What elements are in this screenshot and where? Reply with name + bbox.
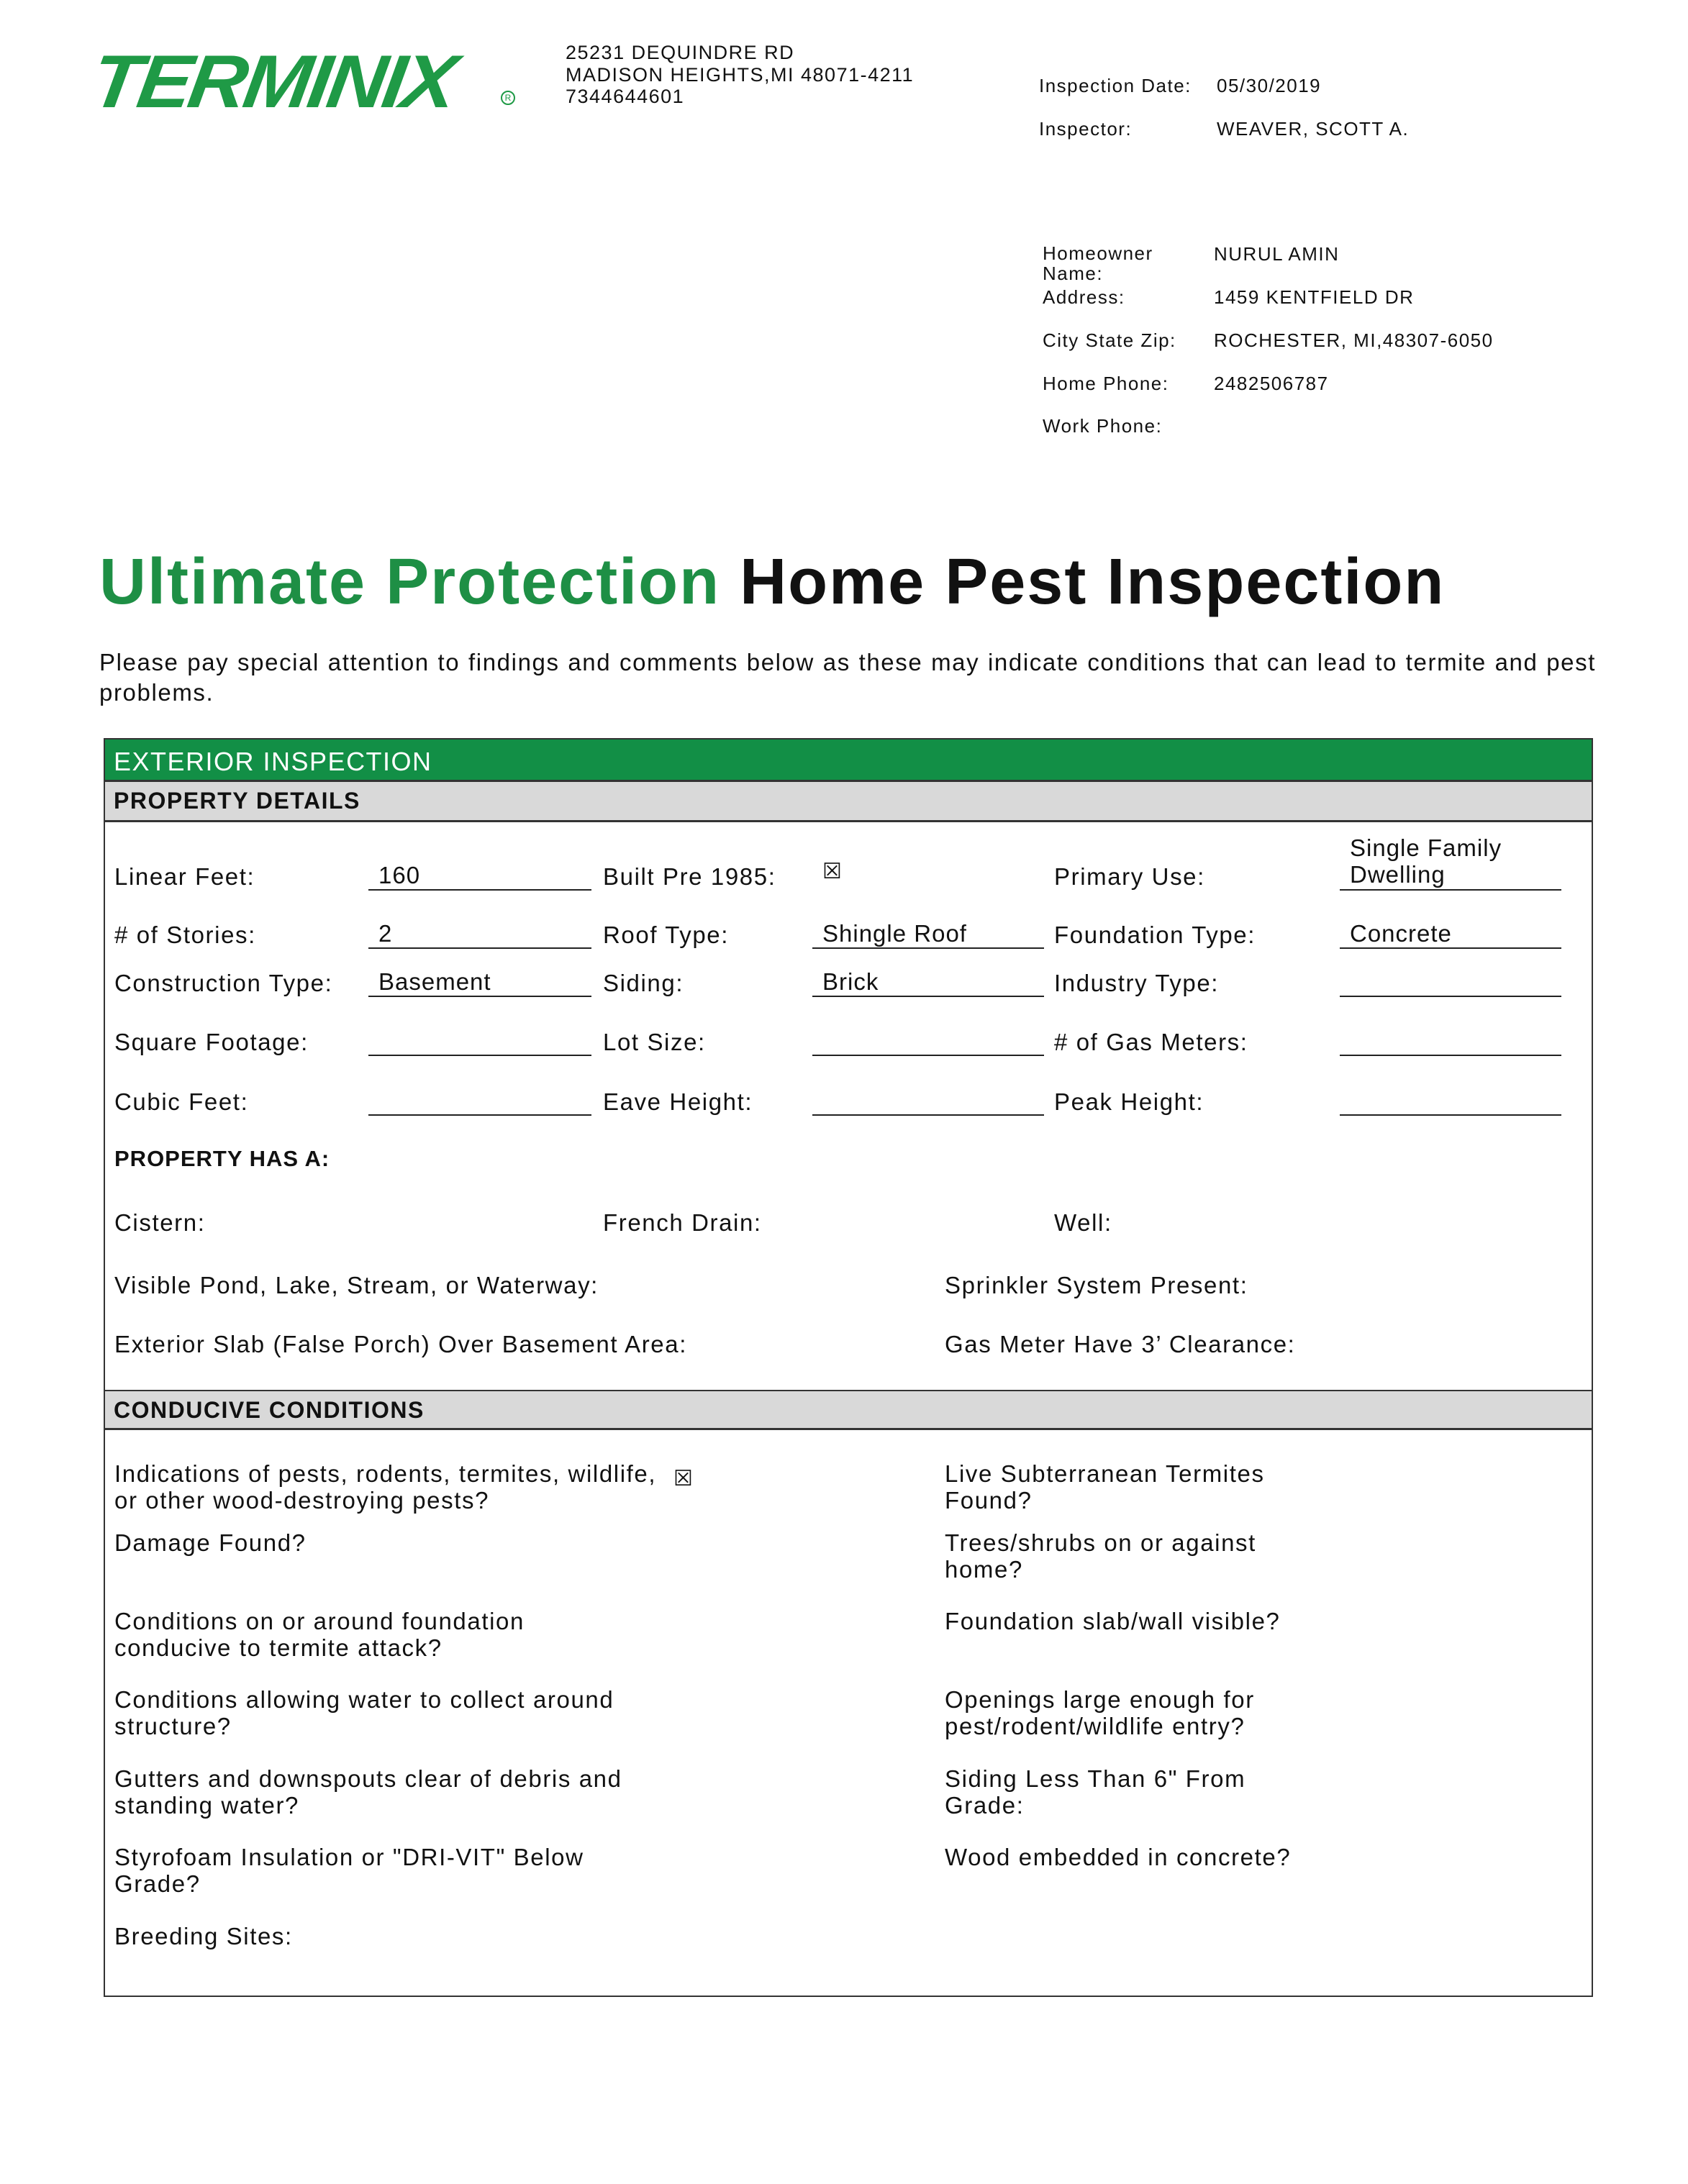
pond-label: Visible Pond, Lake, Stream, or Waterway: bbox=[114, 1272, 599, 1298]
city-label: City State Zip: bbox=[1043, 329, 1176, 351]
eave-height-label: Eave Height: bbox=[603, 1088, 753, 1115]
company-phone: 7344644601 bbox=[566, 86, 685, 107]
exterior-inspection-table bbox=[104, 738, 1593, 1997]
cubic-feet-field[interactable] bbox=[368, 1087, 591, 1116]
linear-feet-label: Linear Feet: bbox=[114, 863, 255, 890]
gas-meters-label: # of Gas Meters: bbox=[1054, 1029, 1248, 1055]
home-phone-label: Home Phone: bbox=[1043, 373, 1169, 394]
square-footage-field[interactable] bbox=[368, 1027, 591, 1056]
roof-type-field[interactable]: Shingle Roof bbox=[812, 920, 1044, 949]
construction-type-field[interactable]: Basement bbox=[368, 968, 591, 997]
conducive-item: Conditions allowing water to collect around structure? bbox=[114, 1686, 614, 1739]
square-footage-label: Square Footage: bbox=[114, 1029, 309, 1055]
inspector-label: Inspector: bbox=[1039, 118, 1133, 140]
french-drain-label: French Drain: bbox=[603, 1209, 762, 1236]
built-pre-1985-checkbox[interactable]: ☒ bbox=[822, 860, 842, 883]
primary-use-label: Primary Use: bbox=[1054, 863, 1205, 890]
cubic-feet-label: Cubic Feet: bbox=[114, 1088, 249, 1115]
primary-use-field[interactable]: Single Family Dwelling bbox=[1340, 834, 1561, 891]
conducive-item: Trees/shrubs on or against home? bbox=[945, 1529, 1256, 1583]
company-address-line: 25231 DEQUINDRE RD bbox=[566, 42, 795, 63]
exterior-heading: EXTERIOR INSPECTION bbox=[105, 740, 1592, 782]
roof-type-label: Roof Type: bbox=[603, 922, 729, 948]
terminix-logo: TERMINIX bbox=[86, 40, 460, 124]
eave-height-field[interactable] bbox=[812, 1087, 1044, 1116]
gas-meters-field[interactable] bbox=[1340, 1027, 1561, 1056]
siding-label: Siding: bbox=[603, 970, 684, 996]
sprinkler-label: Sprinkler System Present: bbox=[945, 1272, 1248, 1298]
peak-height-field[interactable] bbox=[1340, 1087, 1561, 1116]
address-label: Address: bbox=[1043, 286, 1125, 308]
conducive-item: Damage Found? bbox=[114, 1529, 307, 1556]
conducive-item: Wood embedded in concrete? bbox=[945, 1844, 1292, 1870]
slab-label: Exterior Slab (False Porch) Over Basement Area: bbox=[114, 1331, 687, 1357]
work-phone-label: Work Phone: bbox=[1043, 415, 1163, 437]
conducive-item: Styrofoam Insulation or "DRI-VIT" Below Grade? bbox=[114, 1844, 584, 1897]
conducive-item: Foundation slab/wall visible? bbox=[945, 1608, 1281, 1634]
title-black: Home Pest Inspection bbox=[740, 546, 1446, 618]
foundation-type-label: Foundation Type: bbox=[1054, 922, 1256, 948]
lot-size-label: Lot Size: bbox=[603, 1029, 706, 1055]
conducive-item: Openings large enough for pest/rodent/wildlife entry? bbox=[945, 1686, 1255, 1739]
gas-clearance-label: Gas Meter Have 3’ Clearance: bbox=[945, 1331, 1296, 1357]
industry-type-label: Industry Type: bbox=[1054, 970, 1220, 996]
conducive-item: Gutters and downspouts clear of debris and standing water? bbox=[114, 1765, 622, 1819]
address: 1459 KENTFIELD DR bbox=[1214, 286, 1415, 308]
conducive-item: Indications of pests, rodents, termites, wildlife, or other wood-destroying pests? bbox=[114, 1460, 657, 1514]
home-phone: 2482506787 bbox=[1214, 373, 1329, 394]
built-pre-1985-label: Built Pre 1985: bbox=[603, 863, 776, 890]
construction-type-label: Construction Type: bbox=[114, 970, 333, 996]
indications-checkbox[interactable]: ☒ bbox=[673, 1467, 693, 1491]
company-address-line: MADISON HEIGHTS,MI 48071-4211 bbox=[566, 64, 915, 86]
page-title bbox=[99, 545, 1445, 619]
intro-text: Please pay special attention to findings and comments below as these may indicate conditions that can lead to termite and pest problems. bbox=[99, 649, 1596, 706]
inspection-date-label: Inspection Date: bbox=[1039, 75, 1192, 96]
peak-height-label: Peak Height: bbox=[1054, 1088, 1204, 1115]
linear-feet-field[interactable]: 160 bbox=[368, 862, 591, 891]
title-green: Ultimate Protection bbox=[99, 546, 721, 618]
conducive-conditions-heading: CONDUCIVE CONDITIONS bbox=[105, 1390, 1592, 1430]
property-details-heading: PROPERTY DETAILS bbox=[105, 782, 1592, 822]
homeowner-label: Homeowner Name: bbox=[1043, 242, 1153, 284]
conducive-item: Live Subterranean Termites Found? bbox=[945, 1460, 1265, 1514]
inspector: WEAVER, SCOTT A. bbox=[1217, 118, 1410, 140]
foundation-type-field[interactable]: Concrete bbox=[1340, 920, 1561, 949]
cistern-label: Cistern: bbox=[114, 1209, 206, 1236]
property-has-heading: PROPERTY HAS A: bbox=[114, 1146, 330, 1171]
conducive-item: Siding Less Than 6" From Grade: bbox=[945, 1765, 1246, 1819]
industry-type-field[interactable] bbox=[1340, 968, 1561, 997]
stories-field[interactable]: 2 bbox=[368, 920, 591, 949]
well-label: Well: bbox=[1054, 1209, 1112, 1236]
conducive-item: Conditions on or around foundation conducive to termite attack? bbox=[114, 1608, 525, 1661]
siding-field[interactable]: Brick bbox=[812, 968, 1044, 997]
registered-icon: R bbox=[501, 91, 515, 105]
city-state-zip: ROCHESTER, MI,48307-6050 bbox=[1214, 329, 1494, 351]
inspection-date: 05/30/2019 bbox=[1217, 75, 1322, 96]
lot-size-field[interactable] bbox=[812, 1027, 1044, 1056]
stories-label: # of Stories: bbox=[114, 922, 256, 948]
conducive-item: Breeding Sites: bbox=[114, 1923, 293, 1949]
homeowner-name: NURUL AMIN bbox=[1214, 243, 1340, 265]
